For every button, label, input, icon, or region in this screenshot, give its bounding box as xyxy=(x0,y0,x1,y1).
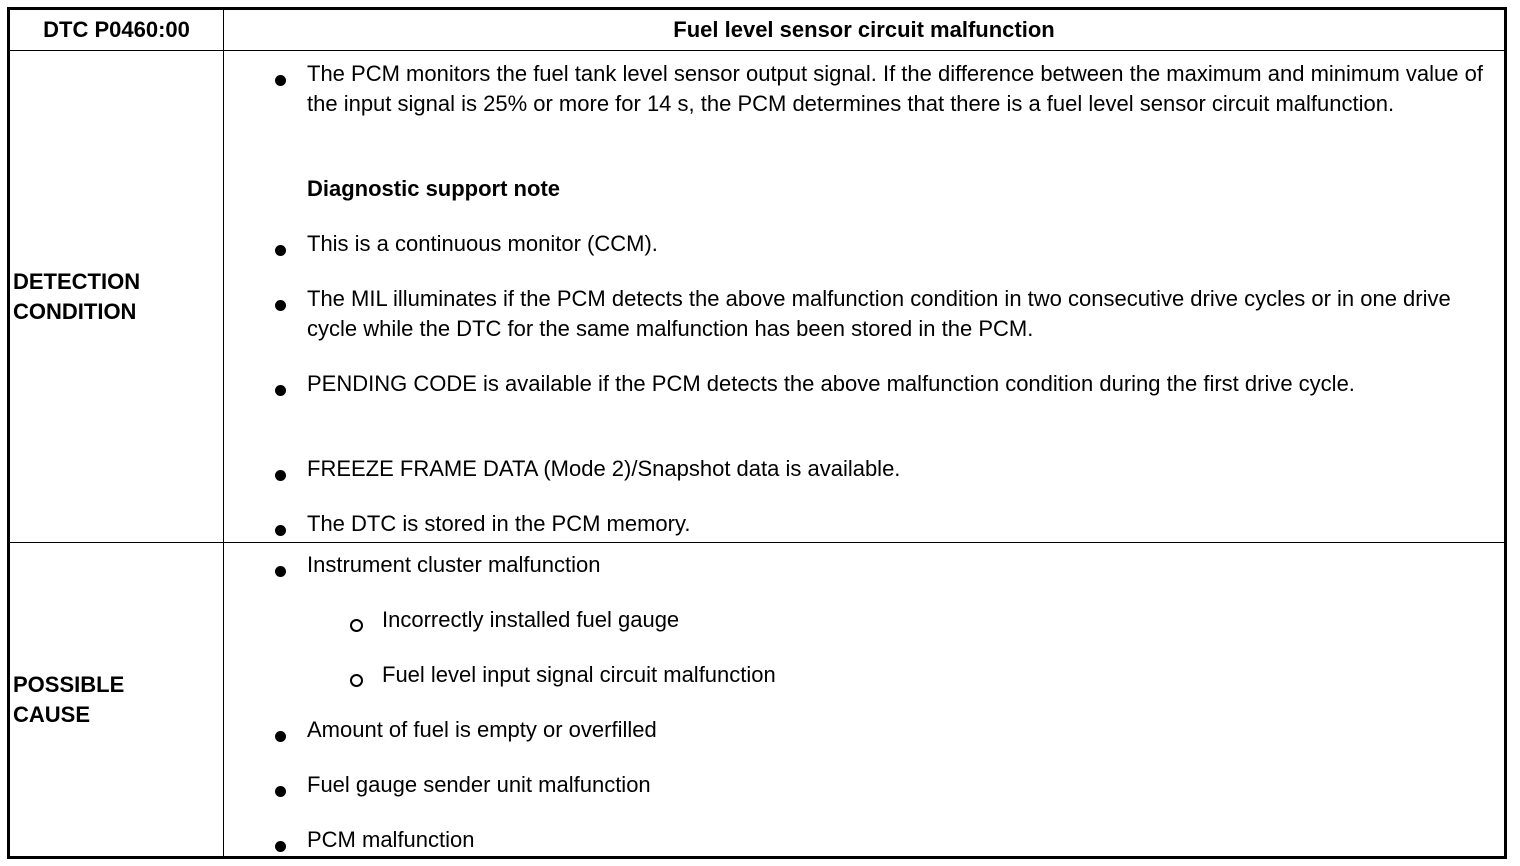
detection-bullet: PENDING CODE is available if the PCM detects the above malfunction condition during the first drive cycle. xyxy=(307,371,1355,396)
dtc-title: Fuel level sensor circuit malfunction xyxy=(673,17,1055,42)
dtc-code: DTC P0460:00 xyxy=(43,17,190,42)
detection-condition-label xyxy=(13,267,218,327)
detection-condition-row xyxy=(10,51,1504,543)
diagnostic-support-note-heading: Diagnostic support note xyxy=(307,176,560,201)
dtc-code-cell xyxy=(10,10,224,50)
bullet-icon xyxy=(275,245,286,256)
bullet-icon xyxy=(275,75,286,86)
cause-sub-item: Incorrectly installed fuel gauge xyxy=(382,607,680,632)
dtc-title-cell xyxy=(224,10,1504,50)
bullet-icon xyxy=(275,470,286,481)
detection-bullet: The DTC is stored in the PCM memory. xyxy=(307,511,691,536)
detection-condition-content xyxy=(224,51,1504,542)
cause-item: Instrument cluster malfunction xyxy=(307,552,601,577)
cause-item: Fuel gauge sender unit malfunction xyxy=(307,772,651,797)
bullet-icon xyxy=(275,385,286,396)
detection-bullet: FREEZE FRAME DATA (Mode 2)/Snapshot data is available. xyxy=(307,456,901,481)
cause-item: Amount of fuel is empty or overfilled xyxy=(307,717,657,742)
cause-sub-item: Fuel level input signal circuit malfunction xyxy=(382,662,776,687)
possible-cause-label-cell xyxy=(10,543,224,856)
cause-label-line2: CAUSE xyxy=(13,701,91,727)
possible-cause-row xyxy=(10,543,1504,856)
dtc-table xyxy=(7,7,1507,859)
detection-intro: The PCM monitors the fuel tank level sensor output signal. If the difference between the maximum and minimum value of the input signal is 25% or more for 14 s, the PCM determines that there is a fuel level sensor circuit malfunction. xyxy=(307,61,1483,116)
hollow-bullet-icon xyxy=(350,619,363,632)
possible-cause-label xyxy=(13,670,218,730)
bullet-icon xyxy=(275,786,286,797)
detection-bullet: This is a continuous monitor (CCM). xyxy=(307,231,658,256)
detection-label-line1: DETECTION xyxy=(13,268,141,294)
hollow-bullet-icon xyxy=(350,674,363,687)
detection-bullet: The MIL illuminates if the PCM detects the above malfunction condition in two consecutive drive cycles or in one drive cycle while the DTC for the same malfunction has been stored in the PCM. xyxy=(307,286,1451,341)
bullet-icon xyxy=(275,566,286,577)
header-row xyxy=(10,10,1504,51)
detection-label-line2: CONDITION xyxy=(13,298,137,324)
detection-condition-label-cell xyxy=(10,51,224,542)
bullet-icon xyxy=(275,300,286,311)
bullet-icon xyxy=(275,731,286,742)
bullet-icon xyxy=(275,841,286,852)
possible-cause-content xyxy=(224,543,1504,856)
cause-item: PCM malfunction xyxy=(307,827,475,852)
cause-label-line1: POSSIBLE xyxy=(13,671,125,697)
bullet-icon xyxy=(275,525,286,536)
